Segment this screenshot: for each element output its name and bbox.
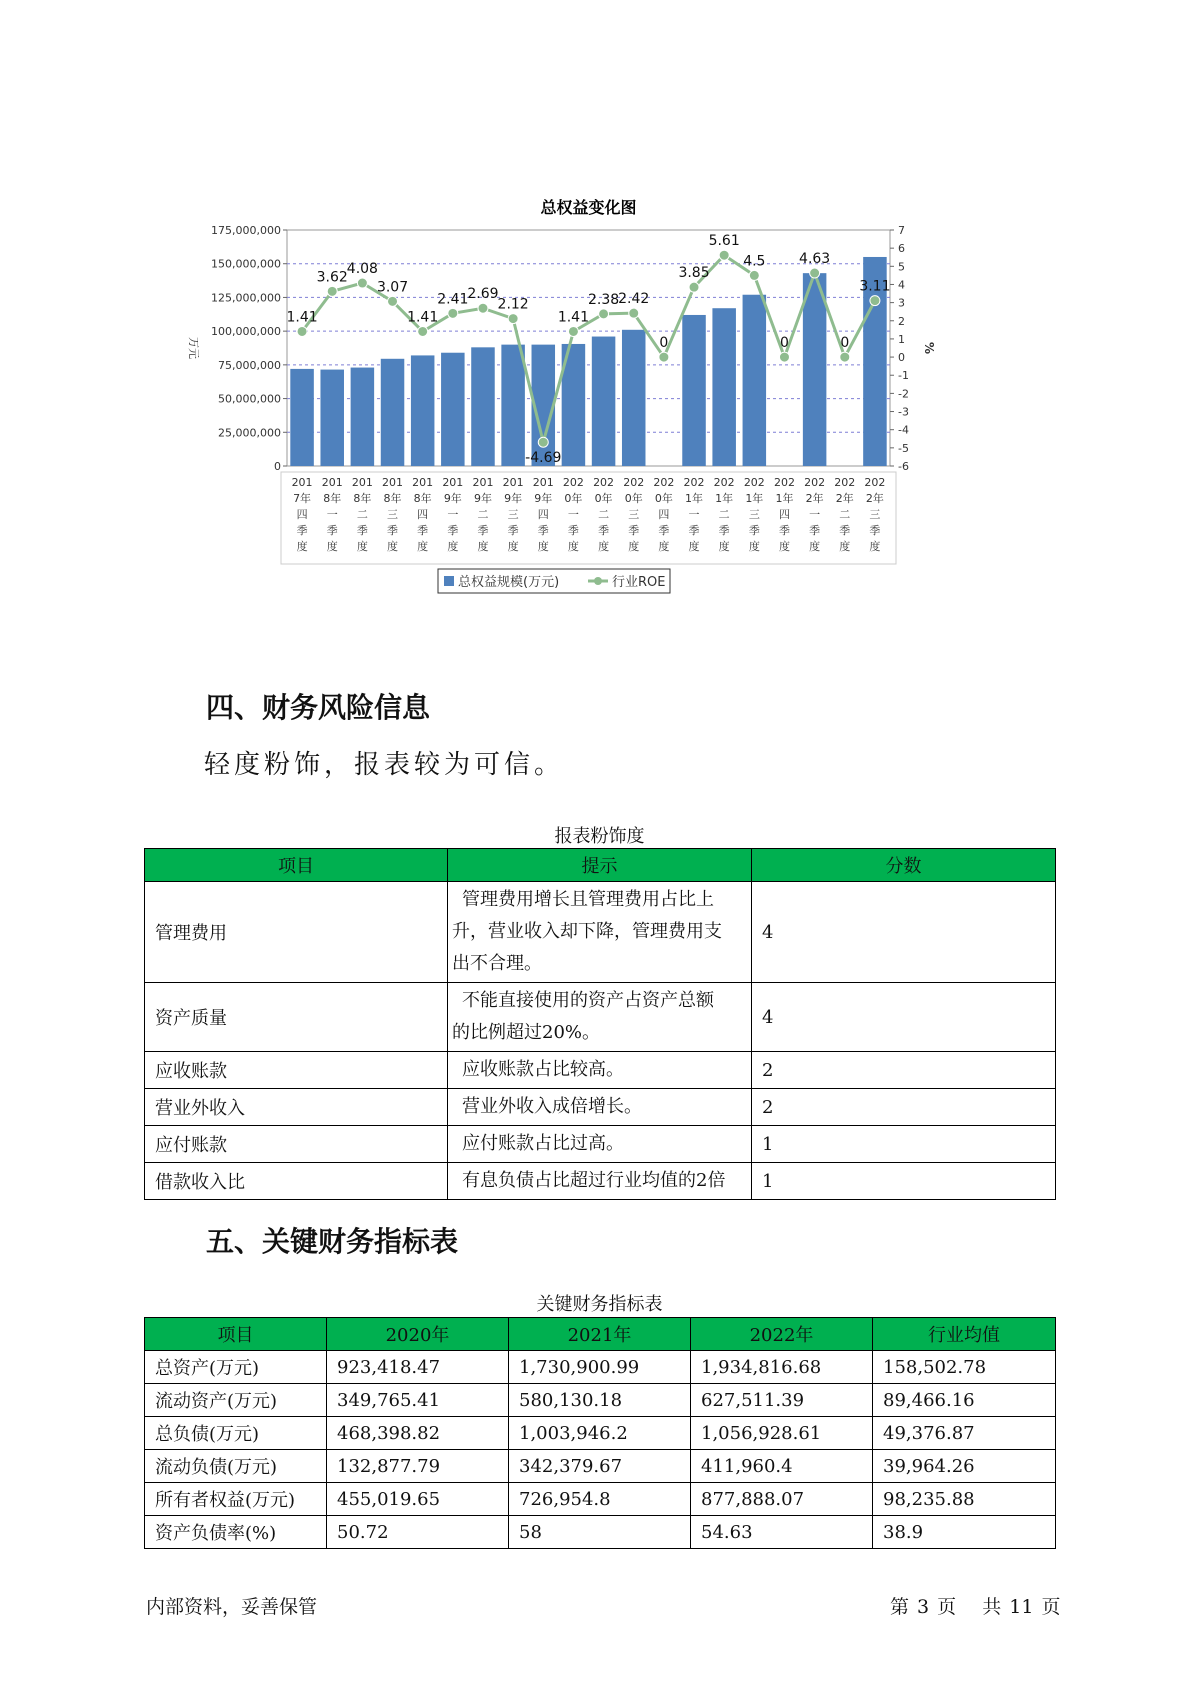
x-tick-label-part: 度: [748, 540, 760, 553]
roe-point: [810, 268, 820, 278]
row-value: 1,934,816.68: [691, 1351, 873, 1384]
bar: [501, 345, 525, 466]
risk-section-heading: 四、财务风险信息: [206, 691, 431, 724]
x-tick-label-part: 9年: [473, 492, 492, 505]
roe-data-label: 2.41: [437, 291, 469, 308]
roe-point: [538, 437, 548, 447]
hint-line: 管理费用增长且管理费用占比上: [462, 889, 714, 910]
x-tick-label-part: 三: [628, 508, 640, 521]
x-tick-label-part: 度: [296, 540, 308, 553]
x-tick-label-part: 1年: [715, 492, 734, 505]
left-tick-label: 25,000,000: [218, 426, 281, 440]
hint-line: 有息负债占比超过行业均值的2倍: [462, 1170, 726, 1191]
roe-point: [599, 309, 609, 319]
x-tick-label-part: 季: [477, 524, 489, 537]
page-suffix: 页: [937, 1596, 957, 1618]
right-tick-label: 4: [898, 278, 905, 292]
x-tick-label-part: 一: [809, 508, 821, 521]
metrics-section-heading: 五、关键财务指标表: [206, 1225, 459, 1258]
header-score: 分数: [752, 849, 1056, 882]
x-tick-label: [442, 476, 463, 553]
right-tick-label: 0: [898, 351, 905, 365]
roe-point: [418, 326, 428, 336]
x-tick-label-part: 季: [326, 524, 338, 537]
row-label: 所有者权益(万元): [145, 1483, 327, 1516]
row-value: 1,003,946.2: [509, 1417, 691, 1450]
right-tick-label: -1: [898, 369, 909, 383]
row-value: 349,765.41: [327, 1384, 509, 1417]
x-tick-label-part: 季: [537, 524, 549, 537]
x-tick-label-part: 季: [809, 524, 821, 537]
x-tick-label-part: 202: [773, 476, 795, 489]
risk-conclusion: 轻度粉饰，报表较为可信。: [204, 750, 565, 780]
roe-data-label: 3.85: [678, 265, 710, 282]
roe-data-label: 2.69: [467, 286, 499, 303]
x-tick-label-part: 度: [869, 540, 881, 553]
metrics-table: [144, 1317, 1056, 1549]
x-tick-label-part: 8年: [383, 492, 402, 505]
x-tick-label-part: 9年: [534, 492, 553, 505]
legend-label-roe: 行业ROE: [612, 575, 666, 590]
row-value: 923,418.47: [327, 1351, 509, 1384]
roe-data-label: 1.41: [407, 309, 439, 326]
bar: [592, 337, 616, 466]
x-tick-label-part: 201: [291, 476, 313, 489]
x-tick-label-part: 度: [567, 540, 579, 553]
x-tick-label-part: 202: [864, 476, 886, 489]
left-tick-label: 75,000,000: [218, 358, 281, 372]
left-tick-label: 175,000,000: [211, 224, 281, 237]
x-tick-label: [382, 476, 403, 553]
row-value: 132,877.79: [327, 1450, 509, 1483]
right-tick-label: 7: [898, 224, 905, 237]
x-tick-label: [292, 476, 313, 553]
bar: [441, 353, 465, 466]
x-tick-label-part: 季: [387, 524, 399, 537]
roe-point: [357, 278, 367, 288]
hint-line: 应收账款占比较高。: [462, 1059, 624, 1080]
bar: [622, 330, 646, 466]
x-tick-label-part: 度: [809, 540, 821, 553]
whitewash-table: [144, 848, 1056, 1200]
x-tick-label-part: 202: [562, 476, 584, 489]
x-tick-label-part: 季: [748, 524, 760, 537]
row-hint: [448, 1126, 752, 1163]
x-tick-label-part: 202: [804, 476, 826, 489]
x-tick-label: [593, 476, 614, 553]
footer-page-number: [886, 1592, 1064, 1619]
row-value: 411,960.4: [691, 1450, 873, 1483]
table-row: [145, 1163, 1056, 1200]
x-tick-label: [744, 476, 765, 553]
bar: [682, 315, 706, 466]
roe-point: [659, 352, 669, 362]
table-row: [145, 1417, 1056, 1450]
table-row: [145, 983, 1056, 1052]
x-tick-label-part: 季: [628, 524, 640, 537]
row-hint: [448, 882, 752, 983]
x-tick-label-part: 202: [653, 476, 675, 489]
x-tick-label-part: 度: [507, 540, 519, 553]
table-header-row: [145, 849, 1056, 882]
x-tick-label-part: 2年: [835, 492, 854, 505]
row-value: 50.72: [327, 1516, 509, 1549]
bar: [351, 368, 375, 466]
row-value: 627,511.39: [691, 1384, 873, 1417]
hint-line: 出不合理。: [452, 953, 542, 974]
roe-point: [478, 303, 488, 313]
x-tick-label: [653, 476, 674, 553]
x-tick-label-part: 一: [688, 508, 700, 521]
x-tick-label-part: 季: [778, 524, 790, 537]
x-tick-label-part: 2年: [805, 492, 824, 505]
hint-line: 营业外收入成倍增长。: [462, 1096, 642, 1117]
x-tick-label-part: 201: [412, 476, 434, 489]
x-tick-label-part: 201: [321, 476, 343, 489]
right-tick-label: 1: [898, 332, 905, 346]
row-value: 89,466.16: [873, 1384, 1056, 1417]
x-tick-label-part: 7年: [293, 492, 312, 505]
x-tick-label-part: 度: [356, 540, 368, 553]
x-tick-label-part: 三: [507, 508, 519, 521]
roe-data-label: 5.61: [708, 233, 740, 250]
x-tick-label-part: 度: [628, 540, 640, 553]
header-item: 项目: [145, 849, 448, 882]
x-tick-label-part: 二: [356, 508, 368, 521]
row-value: 49,376.87: [873, 1417, 1056, 1450]
table-row: [145, 1516, 1056, 1549]
x-tick-label-part: 9年: [443, 492, 462, 505]
roe-data-label: 1.41: [286, 309, 318, 326]
x-tick-label-part: 201: [442, 476, 464, 489]
total-suffix: 页: [1041, 1596, 1061, 1618]
right-tick-label: 2: [898, 314, 905, 328]
roe-data-label: 0: [659, 335, 669, 352]
whitewash-table-caption: 报表粉饰度: [554, 826, 645, 847]
x-tick-label-part: 季: [296, 524, 308, 537]
row-score: 4: [752, 983, 1056, 1052]
roe-data-label: 2.12: [497, 296, 529, 313]
roe-point: [749, 270, 759, 280]
legend-swatch-equity: [444, 576, 454, 586]
row-value: 38.9: [873, 1516, 1056, 1549]
x-tick-label: [804, 476, 825, 553]
roe-point: [568, 326, 578, 336]
hint-line: 的比例超过20%。: [452, 1022, 601, 1043]
x-tick-label-part: 四: [658, 508, 670, 521]
x-tick-label: [563, 476, 584, 553]
x-tick-label: [412, 476, 433, 553]
total-pages: 11: [1009, 1596, 1034, 1618]
x-tick-label-part: 201: [472, 476, 494, 489]
left-axis-label: 万元: [187, 337, 200, 359]
x-tick-label-part: 1年: [685, 492, 704, 505]
x-tick-label-part: 三: [748, 508, 760, 521]
row-value: 342,379.67: [509, 1450, 691, 1483]
x-tick-label-part: 一: [447, 508, 459, 521]
x-tick-label-part: 度: [387, 540, 399, 553]
table-row: [145, 882, 1056, 983]
chart-title: 总权益变化图: [540, 198, 637, 217]
x-tick-label: [533, 476, 554, 553]
row-item: 管理费用: [145, 882, 448, 983]
hint-line: 应付账款占比过高。: [462, 1133, 624, 1154]
table-row: [145, 1126, 1056, 1163]
x-tick-label-part: 201: [351, 476, 373, 489]
row-value: 98,235.88: [873, 1483, 1056, 1516]
roe-data-label: 4.5: [743, 253, 766, 270]
row-item: 应收账款: [145, 1052, 448, 1089]
right-tick-label: -3: [898, 405, 909, 419]
x-tick-label-part: 三: [869, 508, 881, 521]
row-value: 455,019.65: [327, 1483, 509, 1516]
row-label: 总资产(万元): [145, 1351, 327, 1384]
left-tick-label: 125,000,000: [211, 291, 281, 305]
row-hint: [448, 1052, 752, 1089]
x-tick-label-part: 四: [537, 508, 549, 521]
row-value: 39,964.26: [873, 1450, 1056, 1483]
bar: [381, 359, 405, 466]
table-row: [145, 1450, 1056, 1483]
page-prefix: 第: [890, 1596, 910, 1618]
x-tick-label-part: 二: [718, 508, 730, 521]
x-tick-label-part: 度: [537, 540, 549, 553]
bar: [743, 295, 767, 466]
x-tick-label-part: 二: [839, 508, 851, 521]
x-tick-label: [503, 476, 524, 553]
x-tick-label-part: 季: [658, 524, 670, 537]
row-value: 1,056,928.61: [691, 1417, 873, 1450]
header-hint: 提示: [448, 849, 752, 882]
row-item: 借款收入比: [145, 1163, 448, 1200]
x-tick-label-part: 季: [839, 524, 851, 537]
roe-data-label: 4.63: [799, 251, 831, 268]
roe-point: [870, 296, 880, 306]
row-score: 2: [752, 1052, 1056, 1089]
row-item: 营业外收入: [145, 1089, 448, 1126]
x-tick-label: [834, 476, 855, 553]
x-tick-label: [774, 476, 795, 553]
x-tick-label-part: 四: [296, 508, 308, 521]
x-tick-label: [352, 476, 373, 553]
x-tick-label-part: 202: [623, 476, 645, 489]
header-2020: 2020年: [327, 1318, 509, 1351]
right-axis-label: %: [922, 341, 936, 355]
row-label: 流动负债(万元): [145, 1450, 327, 1483]
x-tick-label-part: 一: [567, 508, 579, 521]
x-tick-label-part: 四: [778, 508, 790, 521]
row-value: 877,888.07: [691, 1483, 873, 1516]
x-tick-label-part: 1年: [775, 492, 794, 505]
x-tick-label: [714, 476, 735, 553]
row-label: 总负债(万元): [145, 1417, 327, 1450]
table-row: [145, 1384, 1056, 1417]
legend-label-equity: 总权益规模(万元): [458, 575, 560, 590]
bar: [290, 369, 314, 466]
x-tick-label-part: 1年: [745, 492, 764, 505]
x-tick-label-part: 二: [477, 508, 489, 521]
x-tick-label-part: 度: [839, 540, 851, 553]
table-row: [145, 1483, 1056, 1516]
roe-data-label: 3.62: [316, 269, 348, 286]
x-tick-label-part: 度: [658, 540, 670, 553]
right-tick-label: 3: [898, 296, 905, 310]
table-row: [145, 1052, 1056, 1089]
total-prefix: 共: [982, 1596, 1002, 1618]
x-tick-label-part: 201: [502, 476, 524, 489]
x-tick-label: [684, 476, 705, 553]
row-hint: [448, 983, 752, 1052]
x-tick-label-part: 202: [683, 476, 705, 489]
row-item: 资产质量: [145, 983, 448, 1052]
equity-chart: [180, 195, 1040, 655]
x-tick-label-part: 季: [718, 524, 730, 537]
x-tick-label-part: 季: [688, 524, 700, 537]
row-value: 580,130.18: [509, 1384, 691, 1417]
left-tick-label: 0: [274, 460, 281, 473]
x-tick-label-part: 9年: [504, 492, 523, 505]
header-2022: 2022年: [691, 1318, 873, 1351]
row-value: 1,730,900.99: [509, 1351, 691, 1384]
roe-data-label: 3.11: [859, 278, 891, 295]
roe-data-label: 2.38: [587, 291, 620, 308]
hint-line: 不能直接使用的资产占资产总额: [462, 990, 714, 1011]
current-page: 3: [917, 1596, 930, 1618]
table-row: [145, 1351, 1056, 1384]
x-tick-label: [864, 476, 885, 553]
x-tick-label-part: 四: [417, 508, 429, 521]
roe-point: [327, 286, 337, 296]
x-tick-label-part: 季: [869, 524, 881, 537]
roe-point: [297, 326, 307, 336]
bar: [803, 273, 827, 466]
right-tick-label: 5: [898, 260, 905, 274]
x-tick-label-part: 202: [834, 476, 856, 489]
right-tick-label: -2: [898, 387, 909, 401]
roe-point: [629, 308, 639, 318]
x-tick-label-part: 度: [688, 540, 700, 553]
row-score: 4: [752, 882, 1056, 983]
x-tick-label-part: 季: [356, 524, 368, 537]
row-score: 1: [752, 1163, 1056, 1200]
header-item: 项目: [145, 1318, 327, 1351]
right-tick-label: 6: [898, 242, 905, 256]
x-tick-label-part: 201: [532, 476, 554, 489]
row-item: 应付账款: [145, 1126, 448, 1163]
right-tick-label: -4: [898, 423, 909, 437]
x-tick-label-part: 度: [598, 540, 610, 553]
row-value: 158,502.78: [873, 1351, 1056, 1384]
legend-marker-roe: [594, 577, 602, 585]
roe-point: [508, 314, 518, 324]
right-tick-label: -5: [898, 441, 909, 455]
row-value: 58: [509, 1516, 691, 1549]
roe-point: [840, 352, 850, 362]
row-score: 1: [752, 1126, 1056, 1163]
x-tick-label-part: 8年: [323, 492, 342, 505]
roe-data-label: 0: [780, 335, 789, 352]
header-2021: 2021年: [509, 1318, 691, 1351]
left-tick-label: 150,000,000: [211, 257, 281, 271]
x-tick-label: [322, 476, 343, 553]
x-tick-label-part: 度: [447, 540, 459, 553]
roe-point: [388, 296, 398, 306]
roe-point: [779, 352, 789, 362]
x-tick-label: [472, 476, 493, 553]
x-tick-label-part: 8年: [353, 492, 372, 505]
x-tick-label-part: 一: [326, 508, 338, 521]
x-tick-label-part: 季: [567, 524, 579, 537]
x-tick-label-part: 季: [417, 524, 429, 537]
x-tick-label-part: 202: [743, 476, 765, 489]
metrics-table-caption: 关键财务指标表: [536, 1294, 663, 1315]
footer-confidential-note: 内部资料，妥善保管: [146, 1596, 318, 1618]
roe-point: [448, 308, 458, 318]
row-value: 468,398.82: [327, 1417, 509, 1450]
x-tick-label-part: 0年: [654, 492, 673, 505]
left-tick-label: 100,000,000: [211, 325, 281, 339]
x-tick-label-part: 0年: [564, 492, 583, 505]
row-hint: [448, 1089, 752, 1126]
x-tick-label-part: 202: [593, 476, 615, 489]
bar: [471, 347, 495, 466]
roe-point: [719, 250, 729, 260]
roe-data-label: 1.41: [557, 309, 590, 326]
bar: [320, 370, 344, 466]
x-tick-label-part: 度: [417, 540, 429, 553]
x-tick-label-part: 度: [718, 540, 730, 553]
row-value: 54.63: [691, 1516, 873, 1549]
x-tick-label-part: 0年: [624, 492, 643, 505]
x-tick-label-part: 季: [507, 524, 519, 537]
roe-data-label: -4.69: [525, 450, 562, 467]
x-tick-label-part: 季: [598, 524, 610, 537]
row-label: 资产负债率(%): [145, 1516, 327, 1549]
x-tick-label: [623, 476, 644, 553]
bar: [712, 308, 736, 466]
right-tick-label: -6: [898, 460, 909, 473]
roe-data-label: 2.42: [618, 291, 650, 308]
x-tick-label-part: 202: [713, 476, 735, 489]
table-row: [145, 1089, 1056, 1126]
x-tick-label-part: 三: [387, 508, 399, 521]
roe-point: [689, 282, 699, 292]
row-label: 流动资产(万元): [145, 1384, 327, 1417]
x-tick-label-part: 8年: [413, 492, 432, 505]
header-industry-avg: 行业均值: [873, 1318, 1056, 1351]
roe-data-label: 3.07: [376, 279, 409, 296]
x-tick-label-part: 季: [447, 524, 459, 537]
x-tick-label-part: 度: [477, 540, 489, 553]
row-hint: [448, 1163, 752, 1200]
row-value: 726,954.8: [509, 1483, 691, 1516]
roe-data-label: 0: [840, 335, 850, 352]
row-score: 2: [752, 1089, 1056, 1126]
table-header-row: [145, 1318, 1056, 1351]
bar: [411, 355, 435, 466]
x-tick-label-part: 度: [326, 540, 338, 553]
x-tick-label-part: 201: [382, 476, 404, 489]
x-tick-label-part: 2年: [865, 492, 884, 505]
x-tick-label-part: 度: [778, 540, 790, 553]
roe-data-label: 4.08: [346, 261, 378, 278]
x-tick-label-part: 二: [598, 508, 610, 521]
x-tick-label-part: 0年: [594, 492, 613, 505]
left-tick-label: 50,000,000: [218, 392, 281, 406]
hint-line: 升，营业收入却下降，管理费用支: [452, 921, 722, 942]
